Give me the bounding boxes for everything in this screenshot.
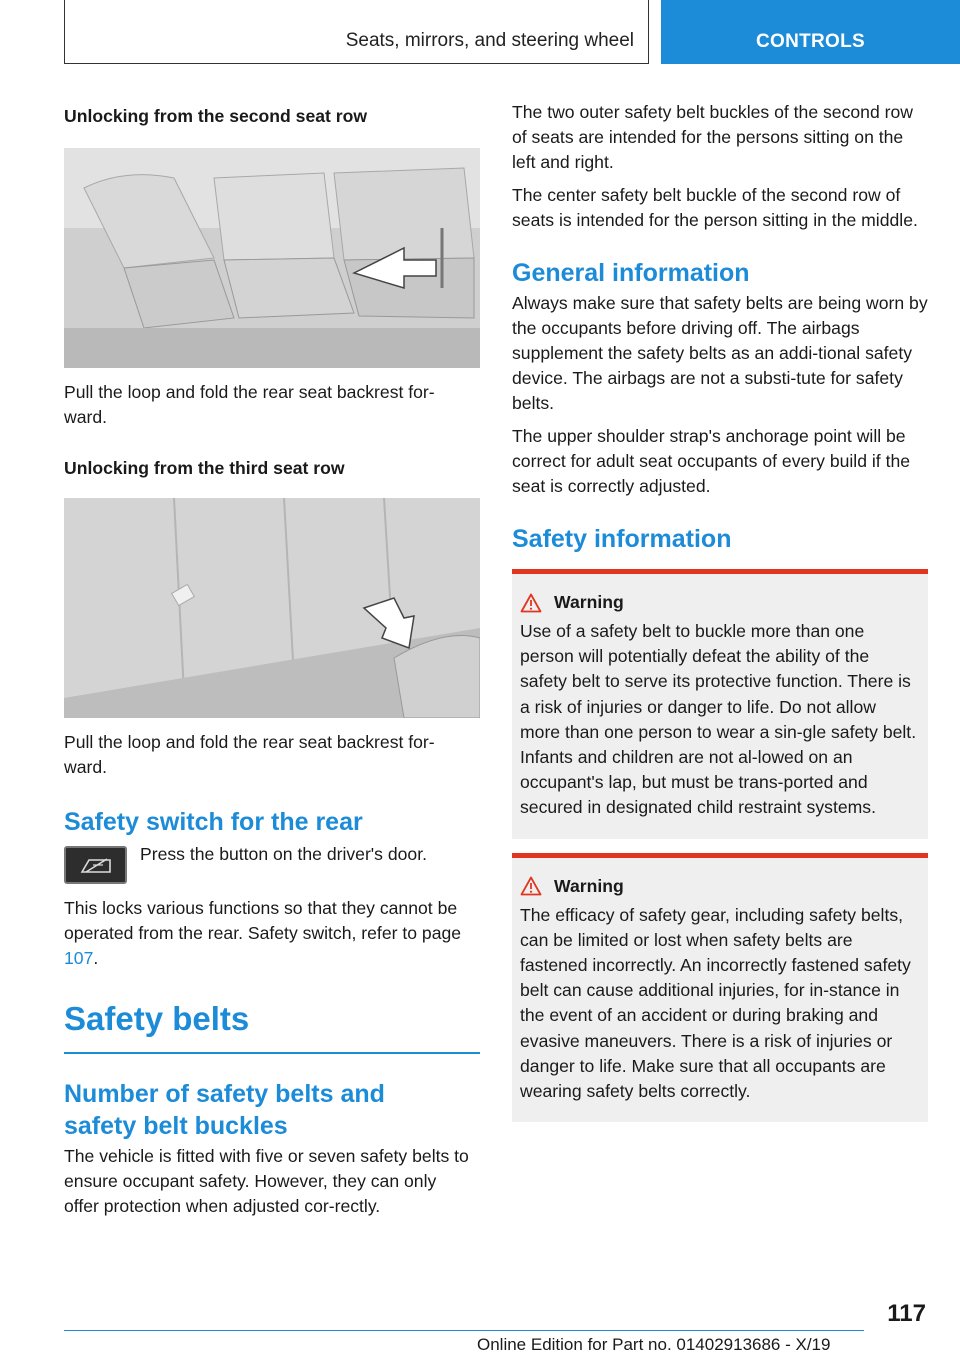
safety-switch-period: .	[93, 948, 99, 968]
warning-box-1	[512, 569, 928, 839]
second-row-seat-photo	[64, 148, 480, 368]
general-information-heading: General information	[512, 259, 750, 287]
header-section-title: Seats, mirrors, and steering wheel	[345, 30, 634, 51]
warning-box-2	[512, 853, 928, 1123]
outer-buckles-text: The two outer safety belt buckles of the second row of seats are intended for the persons sitting on the left and right.	[512, 102, 913, 172]
child-lock-switch-icon	[64, 846, 127, 884]
header-section-tab	[64, 0, 649, 64]
warning-1-title: Warning	[554, 592, 624, 612]
number-heading-line-1: Number of safety belts and	[64, 1079, 385, 1108]
header-chapter-title: CONTROLS	[755, 31, 865, 52]
safety-switch-text: This locks various functions so that they cannot be operated from the rear. Safety switch, refer to page	[64, 898, 462, 943]
safety-belts-heading: Safety belts	[64, 1000, 250, 1037]
third-row-photo	[64, 498, 480, 718]
center-buckle-text: The center safety belt buckle of the second row of seats is intended for the person sitting in the middle.	[512, 185, 918, 230]
safety-belts-rule	[64, 1052, 480, 1054]
footer-edition: Online Edition for Part no. 01402913686 - X/19	[477, 1335, 831, 1354]
number-of-belts-text: The vehicle is fitted with five or seven safety belts to ensure occupant safety. However, they can only offer protection when adjusted cor-rectly.	[64, 1145, 469, 1216]
header-chapter-tab[interactable]	[661, 0, 960, 64]
unlock-second-row-title: Unlocking from the second seat row	[64, 106, 368, 126]
safety-switch-description	[64, 896, 478, 971]
warning-2-text: The efficacy of safety gear, including safety belts, can be limited or lost when safety belts are fastened incorrectly. An incorrectly fastened safety belt can cause additional injuries, for in-stance in the event of an accident or during braking and evasive maneuvers. There is a risk of injuries or danger to life. Make sure that all occupants are wearing safety belts correctly.	[520, 904, 911, 1102]
safety-information-heading: Safety information	[512, 525, 732, 553]
safety-switch-row	[64, 846, 480, 884]
number-heading-line-2: safety belt buckles	[64, 1111, 288, 1140]
left-column	[64, 100, 480, 1227]
third-row-seat-photo	[64, 498, 480, 718]
safety-switch-press-text: Press the button on the driver's door.	[140, 844, 427, 864]
page-107-link[interactable]: 107	[64, 948, 94, 968]
safety-switch-heading: Safety switch for the rear	[64, 808, 363, 836]
unlock-second-row-text: Pull the loop and fold the rear seat backrest for-ward.	[64, 382, 435, 427]
warning-triangle-icon	[520, 876, 542, 896]
general-information-text-2: The upper shoulder strap's anchorage point will be correct for adult seat occupants of every build if the seat is correctly adjusted.	[512, 426, 911, 496]
warning-1-header	[520, 592, 920, 613]
warning-2-title: Warning	[554, 875, 624, 896]
footer-rule	[64, 1330, 864, 1331]
page-number: 117	[887, 1300, 926, 1327]
number-of-belts-heading	[64, 1078, 480, 1142]
warning-1-text: Use of a safety belt to buckle more than one person will potentially defeat the ability of the safety belt to serve its protective function. There is a risk of injuries or danger to life. Do not allow more than one person to wear a sin-gle safety belt. Infants and children are not al-lowed on an occupant's lap, but must be trans-ported and secured in designated child restraint systems.	[520, 621, 917, 818]
seat-row-photo	[64, 148, 480, 368]
warning-triangle-icon	[520, 593, 542, 613]
right-column	[512, 100, 928, 1122]
unlock-third-row-text: Pull the loop and fold the rear seat backrest for-ward.	[64, 732, 435, 777]
general-information-text-1: Always make sure that safety belts are being worn by the occupants before driving off. The airbags supplement the safety belts as an addi-tional safety device. The airbags are not a substi-tute for safety belts.	[512, 293, 928, 413]
unlock-third-row-title: Unlocking from the third seat row	[64, 458, 345, 478]
warning-2-header	[520, 876, 920, 897]
